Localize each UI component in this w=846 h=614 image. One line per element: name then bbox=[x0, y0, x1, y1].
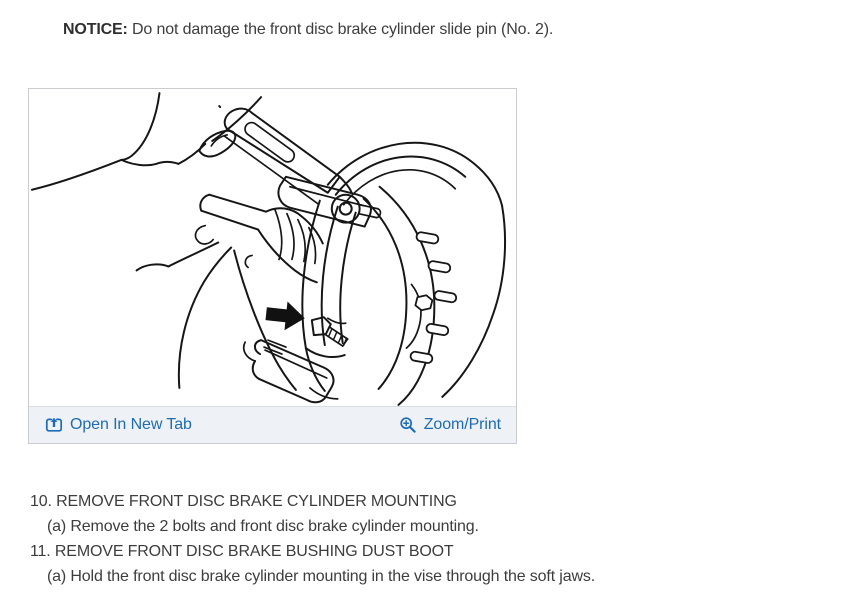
brake-assembly-illustration bbox=[29, 89, 516, 406]
open-in-new-tab-button[interactable] bbox=[45, 416, 192, 434]
step-11-substep-a bbox=[30, 564, 846, 589]
figure-panel bbox=[28, 88, 517, 444]
instruction-steps bbox=[30, 489, 846, 589]
zoom-print-label: Zoom/Print bbox=[423, 416, 501, 433]
notice-label: NOTICE: bbox=[63, 21, 128, 38]
step-11-title bbox=[30, 539, 846, 564]
step-number: 11. bbox=[30, 543, 51, 560]
zoom-in-icon bbox=[399, 416, 417, 434]
step-title-text: REMOVE FRONT DISC BRAKE CYLINDER MOUNTING bbox=[56, 493, 457, 510]
notice-text bbox=[63, 0, 846, 41]
step-number: 10. bbox=[30, 493, 52, 510]
substep-label: (a) bbox=[47, 568, 67, 585]
zoom-print-button[interactable] bbox=[399, 416, 501, 434]
open-in-new-tab-icon bbox=[45, 416, 63, 434]
step-10-title bbox=[30, 489, 846, 514]
open-in-new-tab-label: Open In New Tab bbox=[70, 416, 192, 433]
substep-text: Hold the front disc brake cylinder mounting in the vise through the soft jaws. bbox=[70, 568, 595, 585]
step-10-substep-a bbox=[30, 514, 846, 539]
step-title-text: REMOVE FRONT DISC BRAKE BUSHING DUST BOOT bbox=[54, 543, 454, 560]
slide-pin-arrow bbox=[265, 299, 307, 332]
substep-label: (a) bbox=[47, 518, 67, 535]
figure-toolbar bbox=[29, 406, 516, 443]
notice-body: Do not damage the front disc brake cylinder slide pin (No. 2). bbox=[127, 21, 554, 38]
substep-text: Remove the 2 bolts and front disc brake cylinder mounting. bbox=[70, 518, 479, 535]
